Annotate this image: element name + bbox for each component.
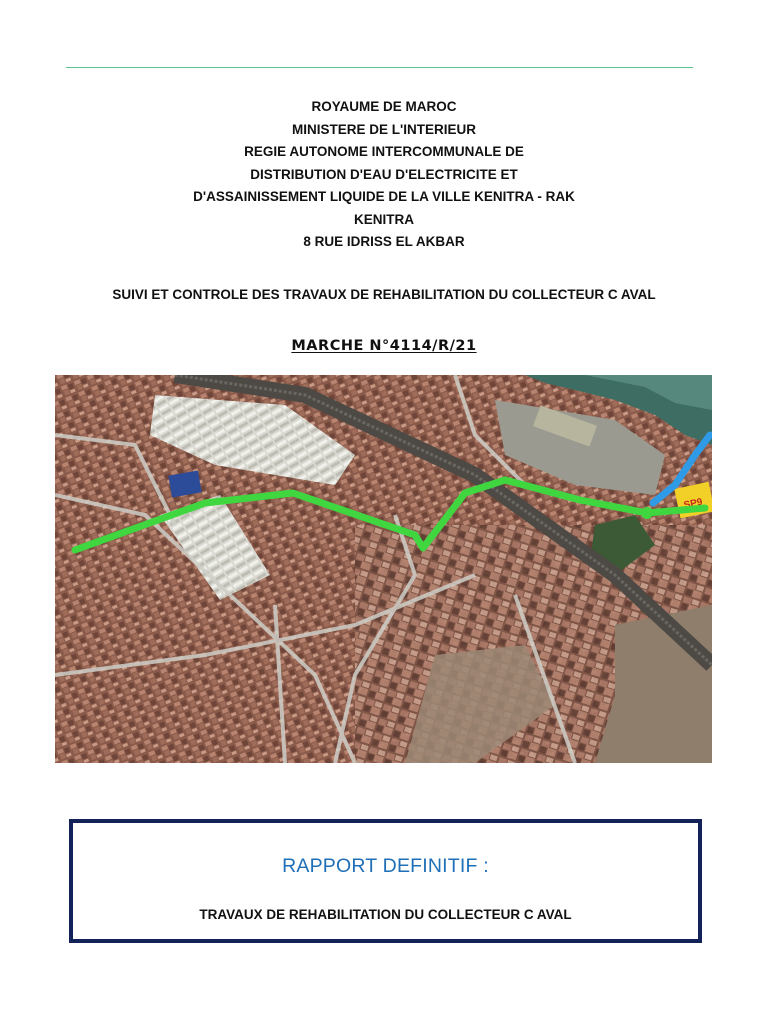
header-line-city: KENITRA [354,211,414,227]
header-line-regie: REGIE AUTONOME INTERCOMMUNALE DE [244,144,524,159]
header-line-kingdom: ROYAUME DE MAROC [311,99,457,114]
aerial-map-image [55,375,712,763]
top-divider [66,67,693,68]
report-title: RAPPORT DEFINITIF : [282,855,489,877]
aerial-map [55,375,712,763]
institution-header [0,96,768,254]
project-title: SUIVI ET CONTROLE DES TRAVAUX DE REHABILITATION DU COLLECTEUR C AVAL [112,287,656,302]
route-node [641,507,653,519]
report-subtitle: TRAVAUX DE REHABILITATION DU COLLECTEUR C AVAL [199,907,572,922]
header-line-ministry: MINISTERE DE L'INTERIEUR [292,121,476,137]
report-title-box [69,819,702,943]
marche-number-text: MARCHE N°4114/R/21 [291,338,477,354]
header-line-address: 8 RUE IDRISS EL AKBAR [303,234,465,249]
marche-number [0,338,768,354]
pumping-station-label: SP9 [682,496,704,512]
header-line-distribution: DISTRIBUTION D'EAU D'ELECTRICITE ET [250,166,518,182]
header-line-assainissement: D'ASSAINISSEMENT LIQUIDE DE LA VILLE KENITRA - RAK [193,189,575,204]
